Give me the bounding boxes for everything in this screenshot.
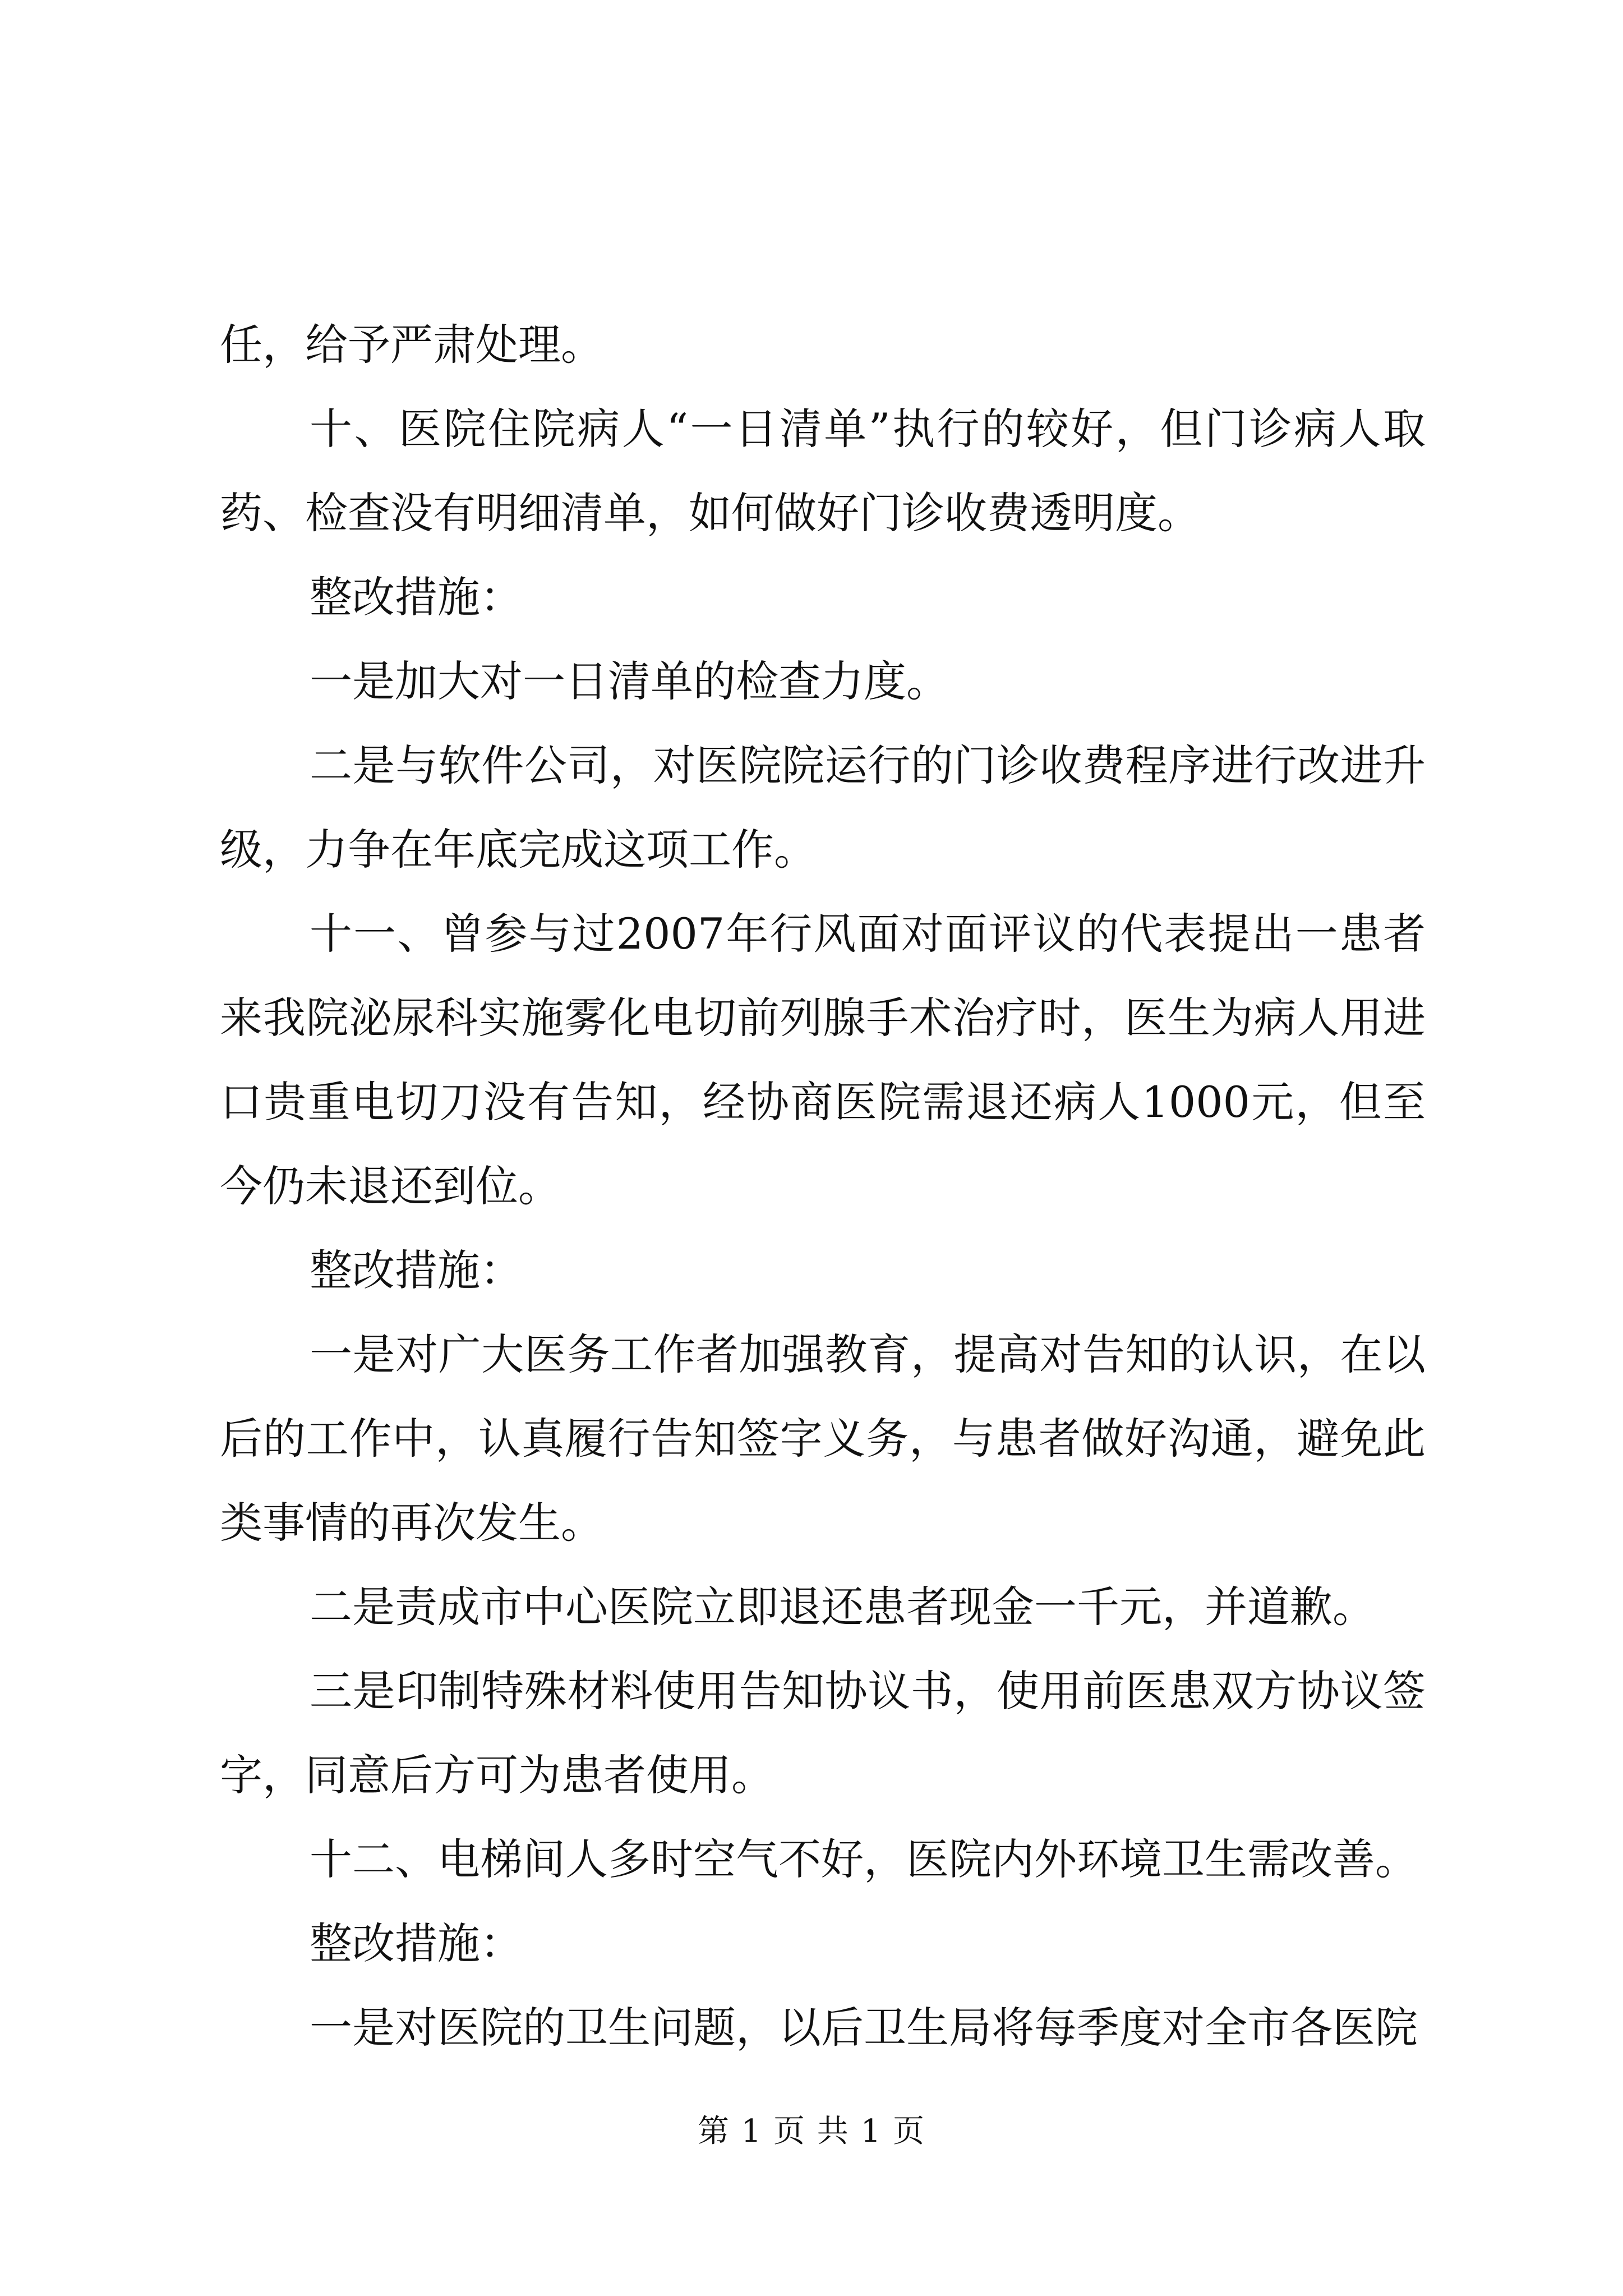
paragraph-measures-heading: 整改措施： <box>310 1918 523 1968</box>
paragraph-measure: 三是印制特殊材料使用告知协议书，使用前医患双方协议签字，同意后方可为患者使用。 <box>220 1666 1426 1800</box>
paragraph-measure: 一是加大对一日清单的检查力度。 <box>310 656 949 706</box>
paragraph-measure: 一是对医院的卫生问题，以后卫生局将每季度对全市各医院 <box>310 2003 1418 2053</box>
paragraph-measures-heading: 整改措施： <box>310 572 523 622</box>
paragraph-measure: 二是与软件公司，对医院院运行的门诊收费程序进行改进升级，力争在年底完成这项工作。 <box>220 740 1426 875</box>
paragraph-item-eleven: 十一、曾参与过2007年行风面对面评议的代表提出一患者来我院泌尿科实施雾化电切前列腺手术治疗时，医生为病人用进口贵重电切刀没有告知，经协商医院需退还病人1000元，但至今仍未退还到位。 <box>220 909 1426 1211</box>
page-footer: 第 1 页 共 1 页 <box>697 2113 926 2150</box>
document-body <box>220 303 1426 2070</box>
paragraph-item-ten: 十、医院住院病人“一日清单”执行的较好，但门诊病人取药、检查没有明细清单，如何做好门诊收费透明度。 <box>220 404 1426 538</box>
paragraph-measures-heading: 整改措施： <box>310 1245 523 1295</box>
paragraph-measure: 二是责成市中心医院立即退还患者现金一千元，并道歉。 <box>310 1582 1375 1632</box>
paragraph-measure: 一是对广大医务工作者加强教育，提高对告知的认识，在以后的工作中，认真履行告知签字义务，与患者做好沟通，避免此类事情的再次发生。 <box>220 1329 1426 1548</box>
paragraph-continuation: 任，给予严肃处理。 <box>220 320 603 370</box>
paragraph-item-twelve: 十二、电梯间人多时空气不好，医院内外环境卫生需改善。 <box>310 1834 1418 1884</box>
